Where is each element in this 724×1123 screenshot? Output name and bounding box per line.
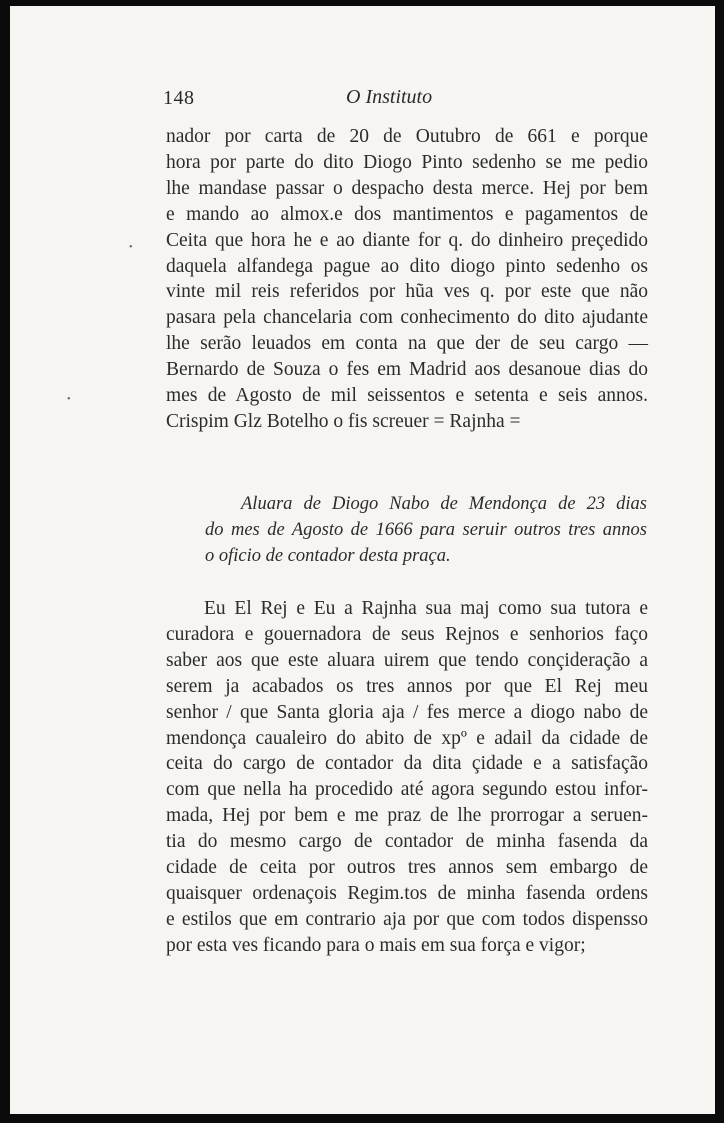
running-title: O Instituto	[346, 86, 433, 108]
text-line: e estilos que em contrario aja por que com todos dispensso	[166, 908, 648, 930]
paper-speck: •	[67, 394, 71, 405]
text-line: pasara pela chancelaria com conhecimento do dito ajudante	[166, 307, 648, 329]
text-line: serem ja acabados os tres annos por que El Rej meu	[166, 675, 648, 697]
text-line: hora por parte do dito Diogo Pinto sedenho se me pedio	[166, 151, 648, 173]
book-page	[10, 6, 715, 1114]
text-line: daquela alfandega pague ao dito diogo pinto sedenho os	[166, 255, 648, 277]
text-line: vinte mil reis referidos por hũa ves q. por este que não	[166, 281, 648, 303]
text-line: Crispim Glz Botelho o fis screuer = Rajnha =	[166, 410, 521, 432]
text-line: mendonça caualeiro do abito de xpº e adail da cidade de	[166, 727, 648, 749]
paragraph-continued-text	[166, 124, 648, 435]
text-line: tia do mesmo cargo de contador de minha fasenda da	[166, 831, 648, 853]
text-line: e mando ao almox.e dos mantimentos e pagamentos de	[166, 203, 648, 225]
text-line: Bernardo de Souza o fes em Madrid aos desanoue dias do	[166, 359, 648, 381]
caption-line: o oficio de contador desta praça.	[205, 546, 451, 566]
paper-speck: •	[129, 242, 133, 253]
text-line: mada, Hej por bem e me praz de lhe prorrogar a seruen-	[166, 805, 648, 827]
paragraph-aluara-text	[166, 596, 648, 959]
caption-line: Aluara de Diogo Nabo de Mendonça de 23 dias	[241, 494, 647, 514]
text-line: ceita do cargo de contador da dita çidade e a satisfação	[166, 753, 648, 775]
text-line: nador por carta de 20 de Outubro de 661 e porque	[166, 126, 648, 147]
text-line: com que nella ha procedido até agora segundo estou infor-	[166, 779, 648, 801]
text-line: por esta ves ficando para o mais em sua força e vigor;	[166, 934, 586, 956]
text-line: cidade de ceita por outros tres annos sem embargo de	[166, 857, 648, 879]
text-line: Eu El Rej e Eu a Rajnha sua maj como sua tutora e	[204, 598, 648, 619]
text-line: Ceita que hora he e ao diante for q. do dinheiro preçedido	[166, 229, 648, 251]
text-line: mes de Agosto de mil seissentos e setenta e seis annos.	[166, 385, 648, 407]
document-heading-caption	[205, 491, 647, 569]
text-line: quaisquer ordenaçois Regim.tos de minha fasenda ordens	[166, 882, 648, 904]
page-number: 148	[163, 87, 195, 109]
text-line: senhor / que Santa gloria aja / fes merce a diogo nabo de	[166, 701, 648, 723]
text-line: lhe mandase passar o despacho desta merce. Hej por bem	[166, 177, 648, 199]
text-line: saber aos que este aluara uirem que tendo conçideração a	[166, 649, 648, 671]
caption-line: do mes de Agosto de 1666 para seruir outros tres annos	[205, 520, 647, 540]
text-line: lhe serão leuados em conta na que der de seu cargo —	[166, 333, 648, 355]
text-line: curadora e gouernadora de seus Rejnos e senhorios faço	[166, 623, 648, 645]
